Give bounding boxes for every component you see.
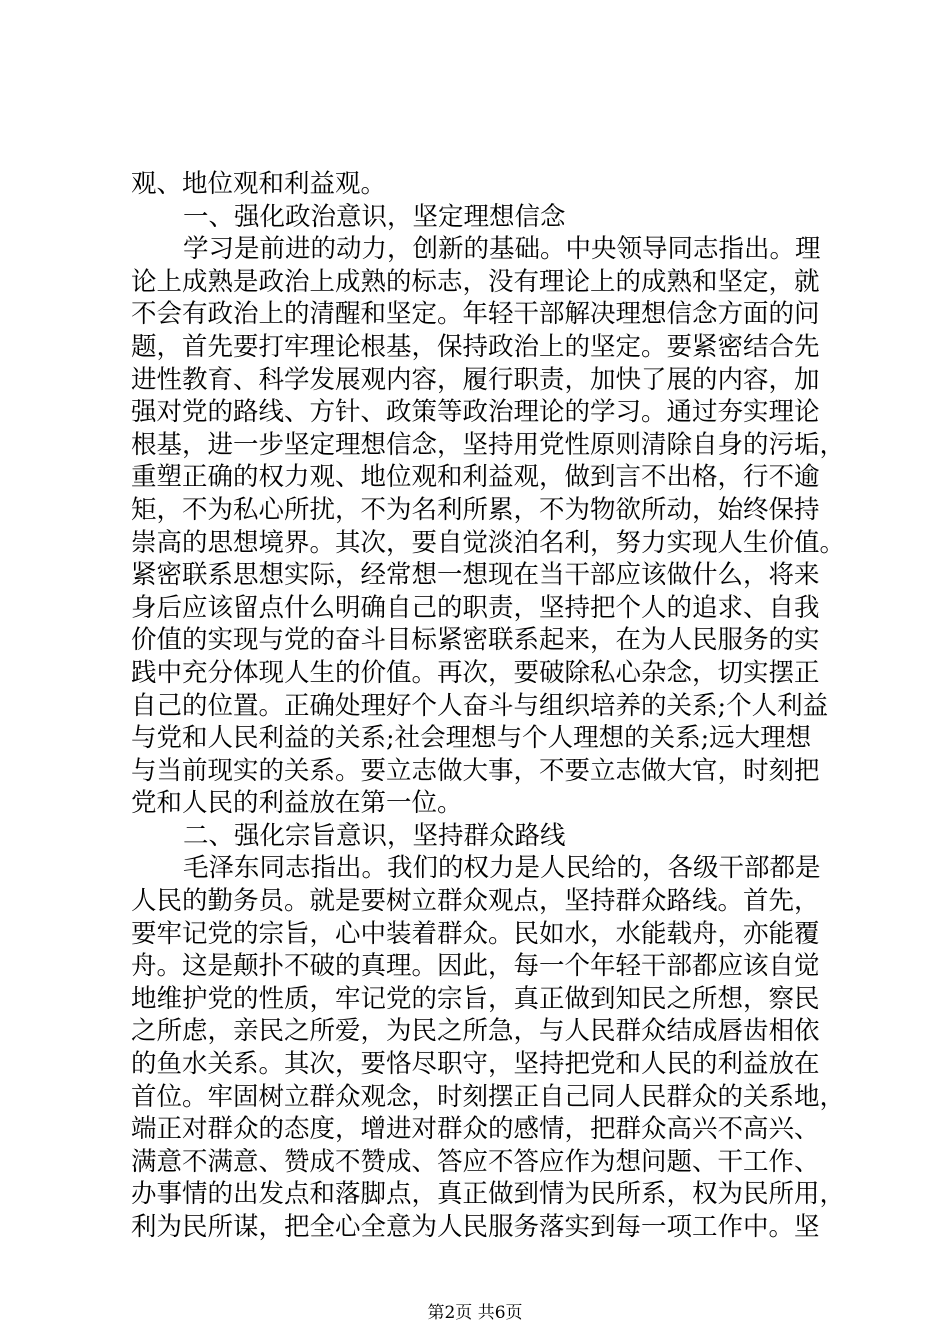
body-line: 人民的勤务员。就是要树立群众观点，坚持群众路线。首先， (131, 886, 820, 917)
section-heading-2: 二、强化宗旨意识，坚持群众路线 (183, 820, 566, 851)
body-line: 要牢记党的宗旨，心中装着群众。民如水，水能载舟，亦能覆 (131, 918, 820, 949)
paragraph-start: 学习是前进的动力，创新的基础。中央领导同志指出。理 (183, 234, 821, 265)
body-line: 端正对群众的态度，增进对群众的感情，把群众高兴不高兴、 (131, 1114, 820, 1145)
body-line: 践中充分体现人生的价值。再次，要破除私心杂念，切实摆正 (131, 657, 820, 688)
body-line: 题，首先要打牢理论根基，保持政治上的坚定。要紧密结合先 (131, 331, 820, 362)
body-line: 强对党的路线、方针、政策等政治理论的学习。通过夯实理论 (131, 397, 820, 428)
body-line: 办事情的出发点和落脚点，真正做到情为民所系，权为民所用， (131, 1179, 846, 1210)
body-line: 之所虑，亲民之所爱，为民之所急，与人民群众结成唇齿相依 (131, 1016, 820, 1047)
page-number-footer: 第2页 共6页 (427, 1303, 523, 1323)
body-line: 进性教育、科学发展观内容，履行职责，加快了展的内容，加 (131, 364, 820, 395)
body-line: 与当前现实的关系。要立志做大事，不要立志做大官，时刻把 (131, 755, 820, 786)
body-line: 满意不满意、赞成不赞成、答应不答应作为想问题、干工作、 (131, 1146, 820, 1177)
section-heading-1: 一、强化政治意识，坚定理想信念 (183, 201, 566, 232)
document-body (131, 168, 846, 1244)
body-line: 观、地位观和利益观。 (131, 169, 387, 199)
body-line: 论上成熟是政治上成熟的标志，没有理论上的成熟和坚定，就 (131, 266, 820, 297)
body-line: 自己的位置。正确处理好个人奋斗与组织培养的关系;个人利益 (131, 690, 829, 721)
body-line: 与党和人民利益的关系;社会理想与个人理想的关系;远大理想 (131, 723, 812, 754)
body-line: 的鱼水关系。其次，要恪尽职守，坚持把党和人民的利益放在 (131, 1049, 820, 1080)
body-line: 舟。这是颠扑不破的真理。因此，每一个年轻干部都应该自觉 (131, 951, 820, 982)
body-line: 根基，进一步坚定理想信念，坚持用党性原则清除自身的污垢， (131, 429, 846, 460)
body-line: 价值的实现与党的奋斗目标紧密联系起来，在为人民服务的实 (131, 625, 820, 656)
body-line: 身后应该留点什么明确自己的职责，坚持把个人的追求、自我 (131, 592, 820, 623)
body-line: 矩，不为私心所扰，不为名利所累，不为物欲所动，始终保持 (131, 494, 820, 525)
body-line: 地维护党的性质，牢记党的宗旨，真正做到知民之所想，察民 (131, 983, 820, 1014)
body-line: 利为民所谋，把全心全意为人民服务落实到每一项工作中。坚 (131, 1212, 820, 1242)
body-line: 紧密联系思想实际，经常想一想现在当干部应该做什么，将来 (131, 560, 820, 591)
body-line: 不会有政治上的清醒和坚定。年轻干部解决理想信念方面的问 (131, 299, 820, 330)
body-line: 首位。牢固树立群众观念，时刻摆正自己同人民群众的关系地， (131, 1081, 846, 1112)
body-line: 党和人民的利益放在第一位。 (131, 788, 463, 819)
paragraph-start: 毛泽东同志指出。我们的权力是人民给的，各级干部都是 (183, 853, 821, 884)
body-line: 崇高的思想境界。其次，要自觉淡泊名利，努力实现人生价值。 (131, 527, 846, 558)
body-line: 重塑正确的权力观、地位观和利益观，做到言不出格，行不逾 (131, 462, 820, 493)
